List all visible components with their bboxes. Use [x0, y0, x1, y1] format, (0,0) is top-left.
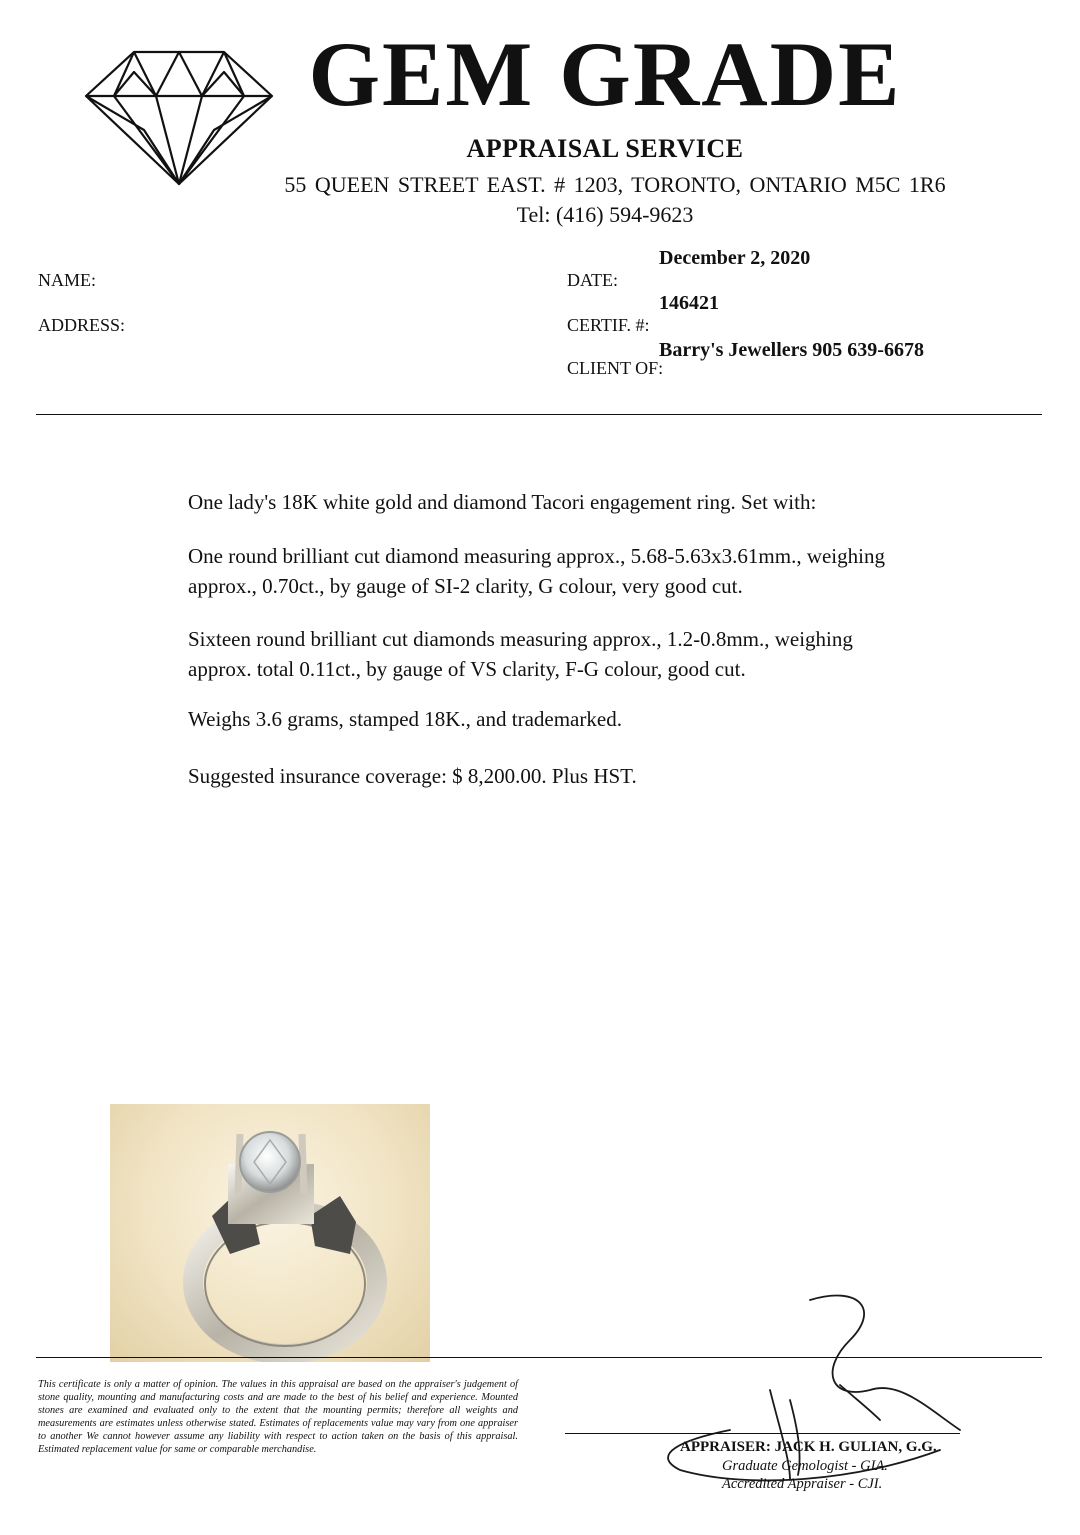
- credential-gia: Graduate Gemologist - GIA.: [722, 1458, 888, 1474]
- company-name: GEM GRADE: [308, 23, 902, 125]
- ring-photo: [110, 1104, 430, 1362]
- credential-cji: Accredited Appraiser - CJI.: [722, 1476, 883, 1492]
- description-weight: Weighs 3.6 grams, stamped 18K., and trademarked.: [188, 707, 622, 731]
- insurance-coverage: Suggested insurance coverage: $ 8,200.00. Plus HST.: [188, 764, 637, 788]
- description-intro: One lady's 18K white gold and diamond Tacori engagement ring. Set with:: [188, 490, 817, 514]
- diamond-icon: [84, 50, 274, 186]
- client-label: CLIENT OF:: [567, 358, 664, 378]
- header-divider: [36, 414, 1042, 415]
- company-address: 55 QUEEN STREET EAST. # 1203, TORONTO, ONTARIO M5C 1R6: [284, 172, 946, 197]
- disclaimer-text: This certificate is only a matter of opinion. The values in this appraisal are based on the appraiser's judgement of stone quality, mounting and manufacturing costs and are made to the best of his belief and experience. Mounted stones are examined and evaluated only to the extent that the mounting permits; therefore all weights and measurements are estimates unless otherwise stated. Estimates of replacements value may vary from one appraiser to another We cannot however assume any liability with respect to action taken on the basis of this appraisal. Estimated replacement value for same or comparable merchandise.: [38, 1379, 518, 1455]
- client-value: Barry's Jewellers 905 639-6678: [659, 339, 924, 361]
- signature-line: [565, 1433, 960, 1434]
- description-center-stone: One round brilliant cut diamond measuring approx., 5.68-5.63x3.61mm., weighing approx., 0.70ct., by gauge of SI-2 clarity, G colour, very good cut.: [188, 544, 885, 598]
- appraiser-name: APPRAISER: JACK H. GULIAN, G.G.: [680, 1439, 937, 1455]
- name-label: NAME:: [38, 270, 96, 290]
- date-label: DATE:: [567, 270, 618, 290]
- description-side-stones: Sixteen round brilliant cut diamonds measuring approx., 1.2-0.8mm., weighing approx. total 0.11ct., by gauge of VS clarity, F-G colour, good cut.: [188, 627, 853, 681]
- address-label: ADDRESS:: [38, 315, 126, 335]
- service-title: APPRAISAL SERVICE: [466, 134, 744, 163]
- certif-label: CERTIF. #:: [567, 315, 650, 335]
- company-phone: Tel: (416) 594-9623: [516, 202, 694, 227]
- date-value: December 2, 2020: [659, 247, 811, 269]
- certif-value: 146421: [659, 292, 719, 314]
